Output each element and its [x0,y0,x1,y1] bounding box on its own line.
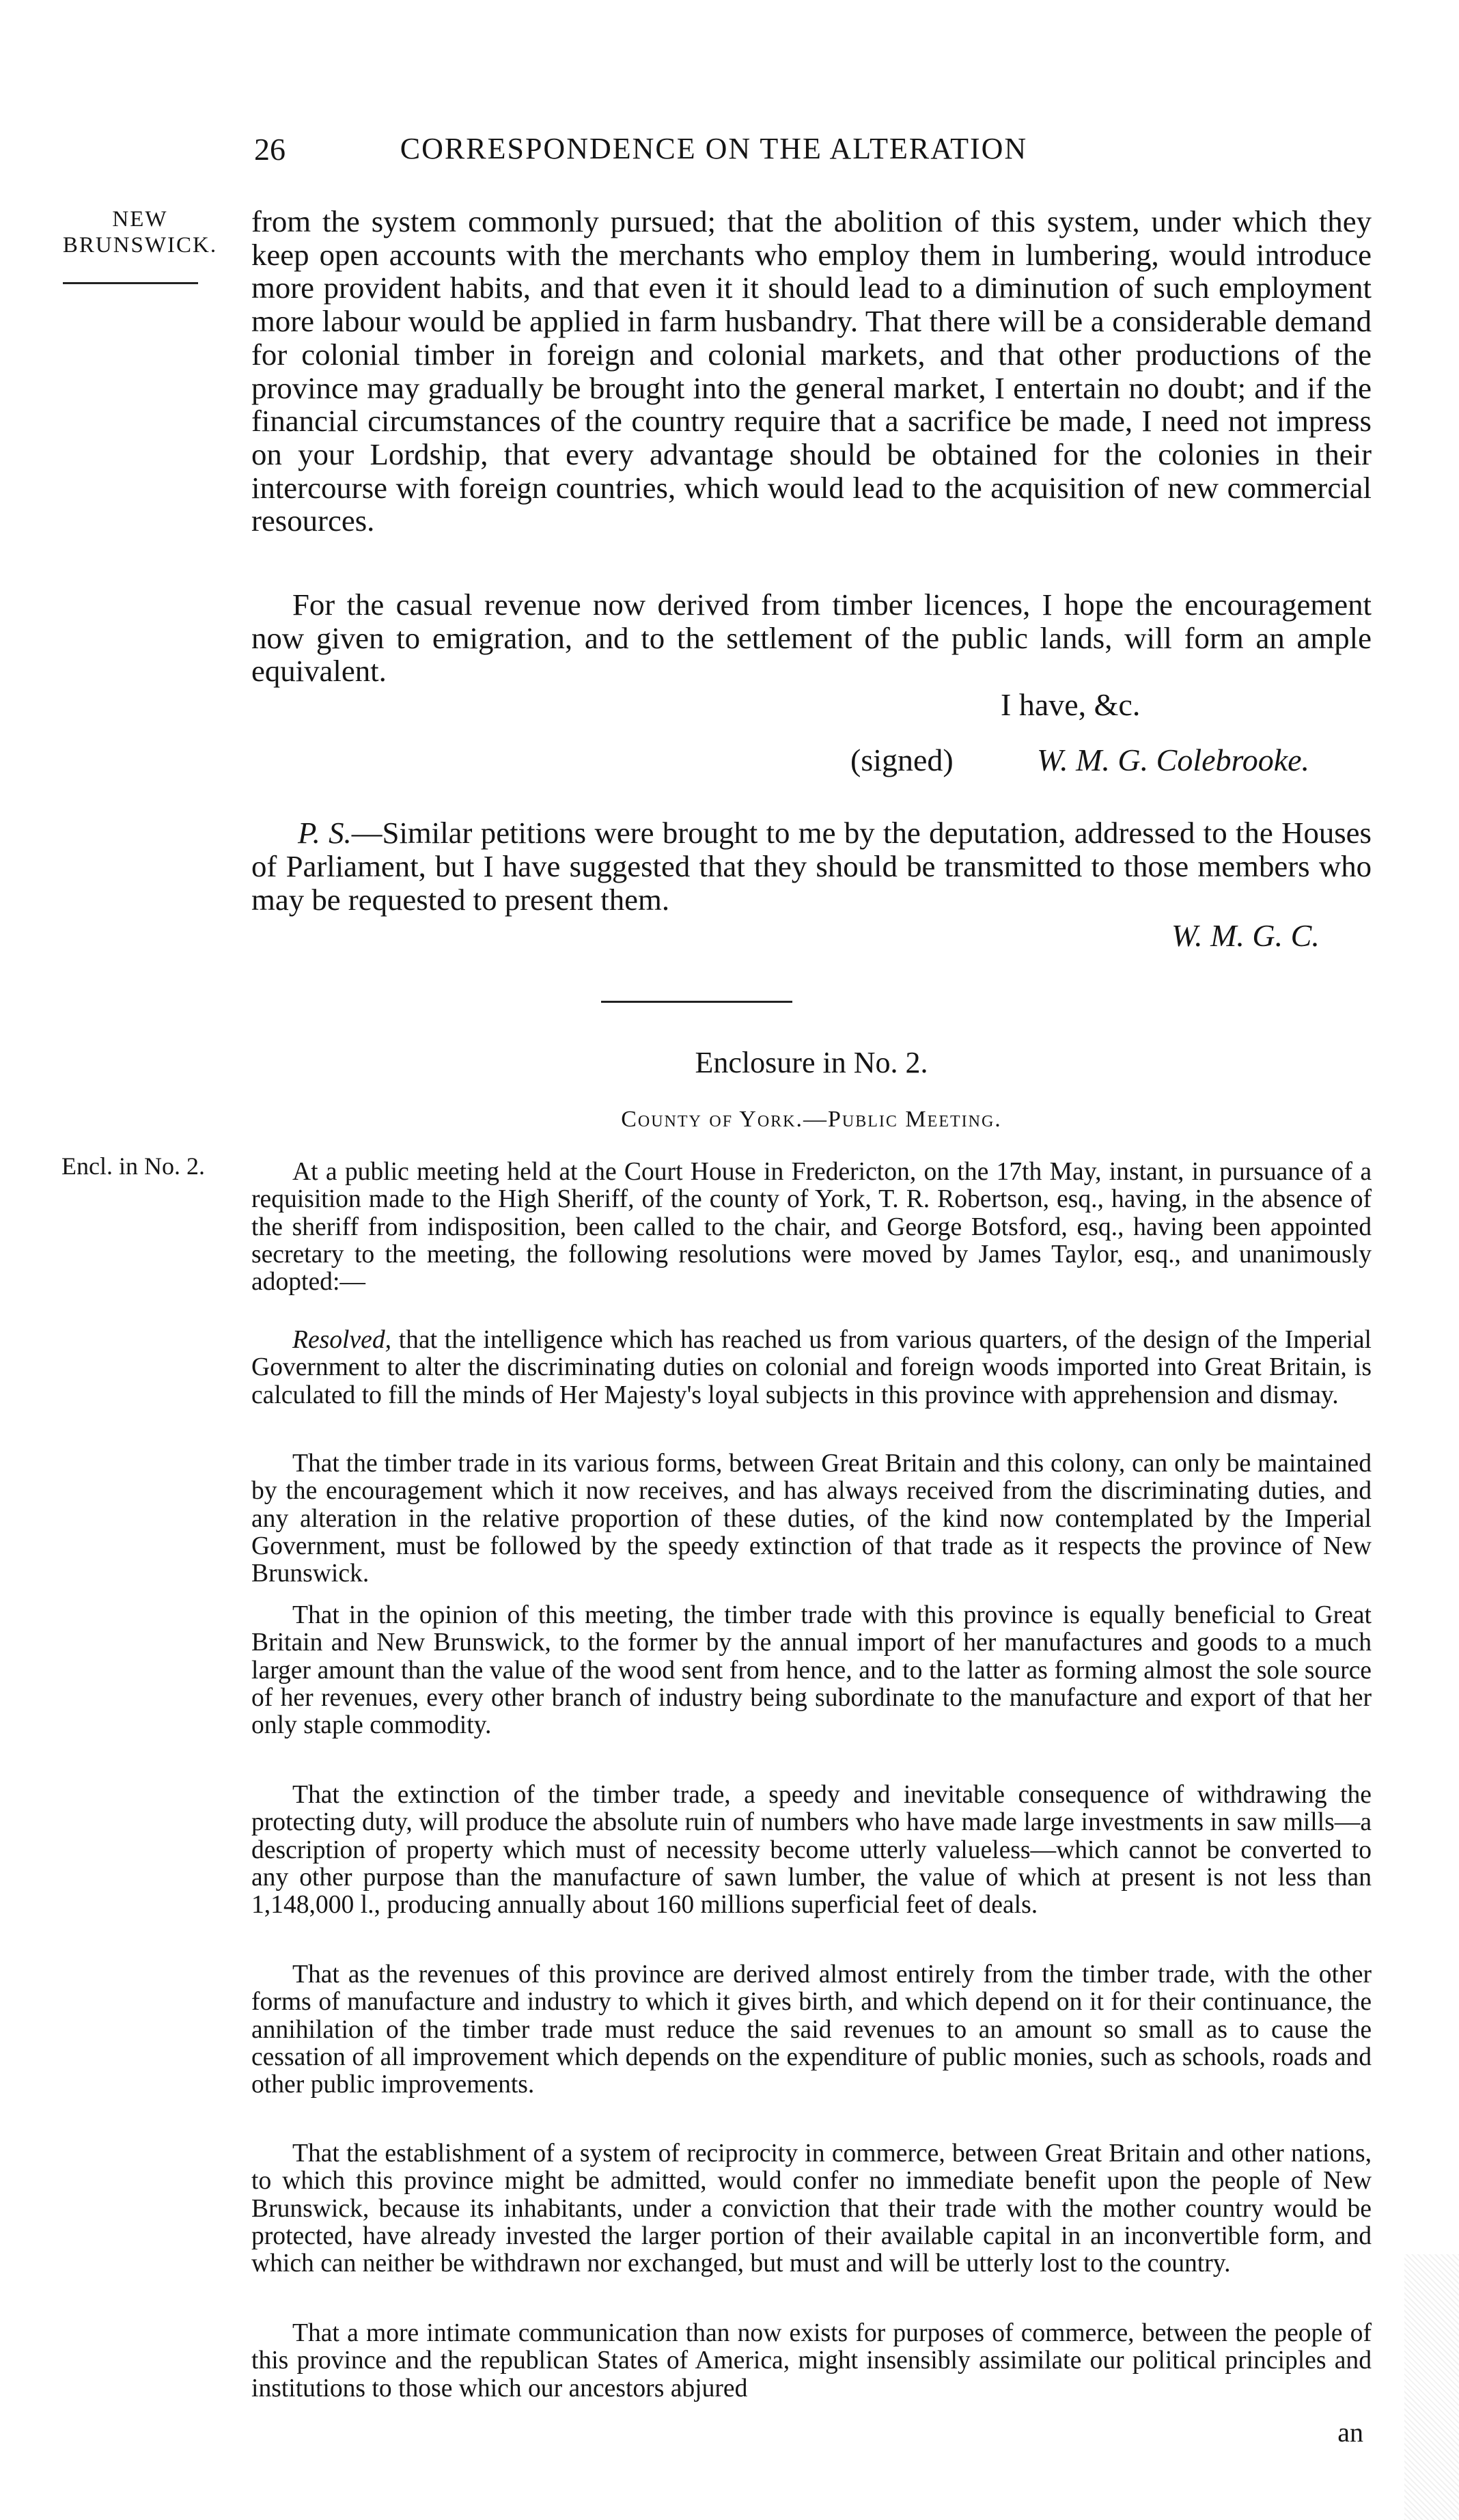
resolution-6: That the establishment of a system of reciprocity in commerce, between Great Britain and other nations, to which this province might be admitted, would confer no immediate benefit upon the people of New Brunswick, because its inhabitants, under a conviction that their trade with the mother country would be protected, have already invested the larger portion of their available capital in an inconvertible form, and which can neither be withdrawn nor exchanged, but must and will be utterly lost to the country. [251,2140,1372,2278]
resolution-1 [251,1327,1372,1409]
section-divider [601,1001,792,1003]
margin-enclosure-note: Encl. in No. 2. [61,1152,205,1180]
signed-label: (signed) [850,743,954,777]
margin-rule [63,282,198,284]
letter-paragraph-2: For the casual revenue now derived from timber licences, I hope the encouragement now given to emigration, and to the settlement of the public lands, will form an ample equivalent. [251,587,1372,689]
postscript [251,816,1372,917]
postscript-initials: W. M. G. C. [1171,918,1320,953]
margin-province-note [41,206,239,258]
scan-noise [1404,2254,1459,2520]
meeting-title: County of York.—Public Meeting. [621,1107,1002,1132]
postscript-text: —Similar petitions were brought to me by the deputation, addressed to the Houses of Parliament, but I have suggested that they should be transmitted to those members who may be requested to present them. [251,816,1372,917]
resolution-4: That the extinction of the timber trade, a speedy and inevitable consequence of withdrawing the protecting duty, will produce the absolute ruin of numbers who have made large investments in saw mills—a description of property which must of necessity become utterly valueless—which cannot be converted to any other purpose than the manufacture of sawn lumber, the value of which at present is not less than 1,148,000 l., producing annually about 160 millions superficial feet of deals. [251,1781,1372,1920]
resolved-word: Resolved, [292,1326,392,1354]
running-title: CORRESPONDENCE ON THE ALTERATION [400,132,1028,165]
postscript-label: P. S. [298,816,352,850]
page-header [246,131,1182,172]
resolution-5: That as the revenues of this province are derived almost entirely from the timber trade, with the other forms of manufacture and industry to which it gives birth, and which depend on it for their continuance, the annihilation of the timber trade must reduce the said revenues to an amount so small as to cause the cessation of all improvement which depends on the expenditure of public monies, such as schools, roads and other public improvements. [251,1961,1372,2099]
margin-province-line2: BRUNSWICK. [62,233,218,258]
signature: W. M. G. Colebrooke. [1037,743,1310,777]
resolution-7: That a more intimate communication than now exists for purposes of commerce, between the people of this province and the republican States of America, might insensibly assimilate our political principles and institutions to those which our ancestors abjured [251,2319,1372,2403]
closing-line: I have, &c. [1001,687,1141,722]
page-number: 26 [254,132,286,167]
resolution-3: That in the opinion of this meeting, the timber trade with this province is equally beneficial to Great Britain and New Brunswick, to the former by the annual import of her manufactures and goods to a much larger amount than the value of the wood sent from hence, and to the latter as forming almost the sole source of her revenues, every other branch of industry being subordinate to the manufacture and export of that her only staple commodity. [251,1601,1372,1740]
resolution-1-text: that the intelligence which has reached us from various quarters, of the design of the Imperial Government to alter the discriminating duties on colonial and foreign woods imported into Great Britain, is calculated to fill the minds of Her Majesty's loyal subjects in this province with apprehension and dismay. [251,1326,1372,1409]
margin-province-line1: NEW [112,207,168,232]
resolution-2: That the timber trade in its various forms, between Great Britain and this colony, can only be maintained by the encouragement which it now receives, and has always received from the discriminating duties, and any alteration in the relative proportion of these duties, of the kind now contemplated by the Imperial Government, must be followed by the speedy extinction of that trade as it respects the province of New Brunswick. [251,1450,1372,1588]
catchword: an [1337,2417,1363,2448]
letter-paragraph-1: from the system commonly pursued; that the abolition of this system, under which they keep open accounts with the merchants who employ them in lumbering, would introduce more provident habits, and that even it it should lead to a diminution of such employment more labour would be applied in farm husbandry. That there will be a considerable demand for colonial timber in foreign and colonial markets, and that other productions of the province may gradually be brought into the general market, I entertain no doubt; and if the financial circumstances of the country require that a sacrifice be made, I need not impress on your Lordship, that every advantage should be obtained for the colonies in their intercourse with foreign countries, which would lead to the acquisition of new commercial resources. [251,204,1372,538]
meeting-intro: At a public meeting held at the Court House in Fredericton, on the 17th May, instant, in pursuance of a requisition made to the High Sheriff, of the county of York, T. R. Robertson, esq., having, in the absence of the sheriff from indisposition, been called to the chair, and George Botsford, esq., having been appointed secretary to the meeting, the following resolutions were moved by James Taylor, esq., and unanimously adopted:— [251,1158,1372,1297]
enclosure-title: Enclosure in No. 2. [695,1046,928,1079]
